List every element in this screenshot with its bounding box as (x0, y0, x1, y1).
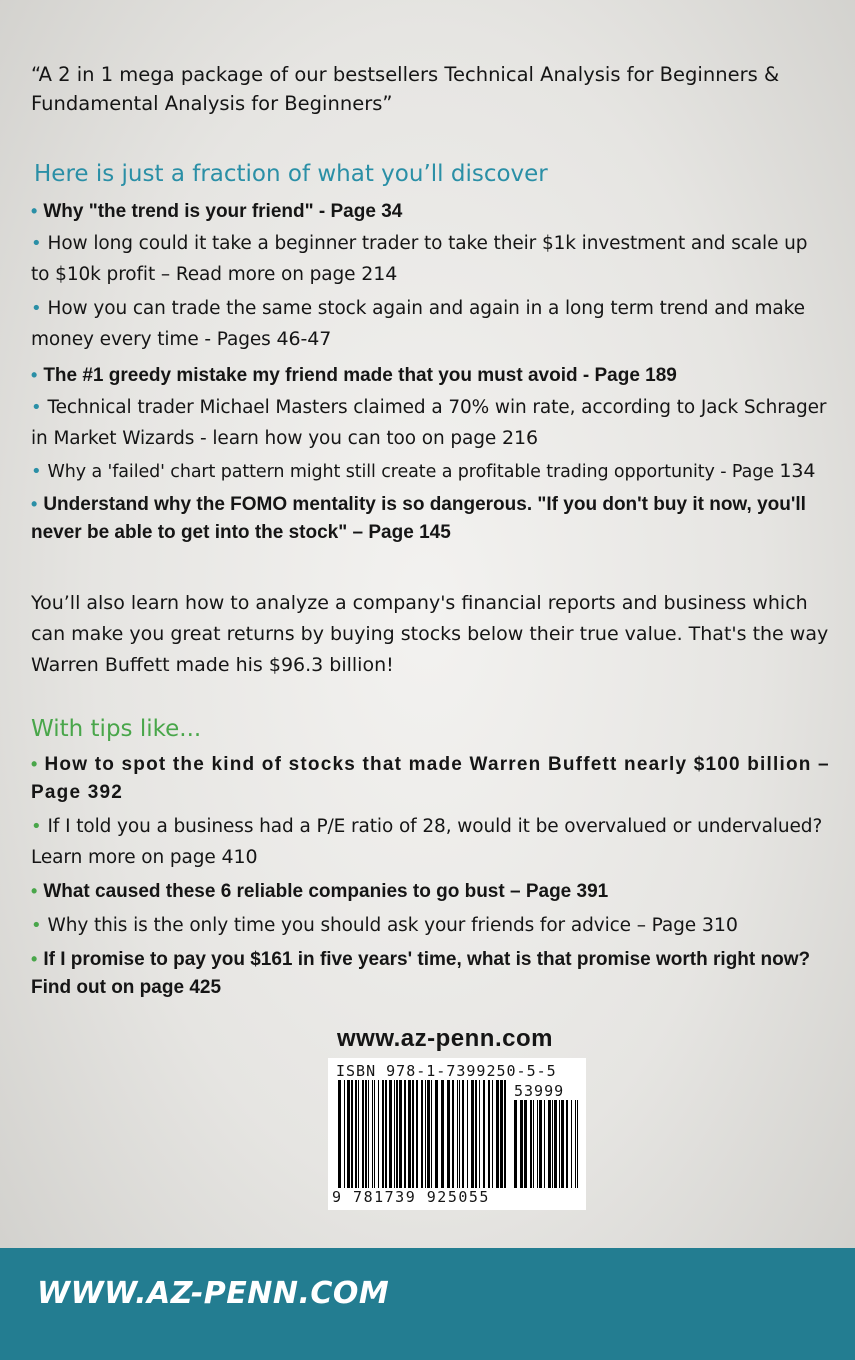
tips-bullet-list (31, 750, 831, 1002)
list-item (31, 750, 831, 807)
list-item (31, 361, 831, 390)
item-text: What caused these 6 reliable companies to go bust – Page (43, 881, 577, 902)
list-item (31, 228, 831, 290)
price-bars (514, 1100, 578, 1188)
price-code: 53999 (514, 1082, 565, 1100)
website-url: www.az-penn.com (337, 1025, 553, 1052)
list-item (31, 490, 831, 547)
footer-url: WWW.AZ-PENN.COM (37, 1276, 390, 1311)
bullet-icon: • (31, 365, 38, 385)
technical-section-heading: Here is just a fraction of what you’ll discover (34, 161, 548, 187)
item-text: How long could it take a beginner trader to take their $1k investment and scale up to $10k profit – Read more on page (31, 233, 808, 285)
list-item (31, 877, 831, 906)
tips-section-heading: With tips like... (31, 716, 202, 742)
item-text: If I promise to pay you $161 in five years' time, what is that promise worth right now? Find out on page (31, 949, 811, 998)
list-item (31, 197, 831, 226)
technical-bullet-list (31, 197, 831, 547)
list-item (31, 910, 831, 941)
bullet-icon: • (31, 494, 38, 514)
bullet-icon: • (31, 233, 42, 254)
bullet-icon: • (31, 461, 42, 482)
item-text: Why this is the only time you should ask your friends for advice – Page (47, 915, 702, 936)
page-number: 134 (779, 460, 816, 482)
isbn-barcode (328, 1058, 586, 1210)
page-number: 425 (189, 977, 222, 998)
list-item (31, 392, 831, 454)
bullet-icon: • (31, 816, 42, 837)
item-text: Technical trader Michael Masters claimed a 70% win rate, according to Jack Schrager in Market Wizards - learn how you can too on page (31, 397, 827, 449)
bullet-icon: • (31, 949, 38, 969)
bullet-icon: • (31, 754, 39, 774)
item-text: Why "the trend is your friend" - Page (43, 201, 382, 222)
ean-bars (338, 1080, 506, 1188)
bullet-icon: • (31, 881, 38, 901)
item-text: Why a 'failed' chart pattern might still create a profitable trading opportunity - Page (47, 462, 780, 482)
page-number: 46-47 (276, 328, 332, 350)
bullet-icon: • (31, 915, 42, 936)
page-number: 216 (501, 427, 538, 449)
isbn-label: ISBN 978-1-7399250-5-5 (336, 1062, 557, 1080)
item-text: If I told you a business had a P/E ratio of 28, would it be overvalued or undervalued? Learn more on page (31, 816, 823, 868)
item-text: How to spot the kind of stocks that made Warren Buffett nearly $100 billion – Page (31, 754, 830, 803)
bullet-icon: • (31, 397, 42, 418)
intro-quote: “A 2 in 1 mega package of our bestsellers Technical Analysis for Beginners & Fundamental Analysis for Beginners” (31, 63, 780, 115)
page-number: 214 (361, 263, 398, 285)
bullet-icon: • (31, 298, 42, 319)
list-item (31, 456, 831, 488)
list-item (31, 945, 831, 1002)
page-number: 410 (221, 846, 258, 868)
page-number: 189 (645, 365, 677, 386)
list-item (31, 811, 831, 873)
item-text: How you can trade the same stock again and again in a long term trend and make money every time - Pages (31, 298, 805, 350)
page-number: 392 (87, 782, 124, 803)
item-text: The #1 greedy mistake my friend made that you must avoid - Page (43, 365, 646, 386)
page-number: 391 (576, 881, 609, 902)
footer-band (0, 1248, 855, 1360)
page-number: 145 (419, 522, 451, 543)
bullet-icon: • (31, 201, 38, 221)
list-item (31, 293, 831, 355)
page-number: 310 (701, 914, 738, 936)
ean-digits: 9 781739 925055 (332, 1188, 490, 1206)
fundamental-paragraph: You’ll also learn how to analyze a company's financial reports and business which can make you great returns by buying stocks below their true value. That's the way Warren Buffett made his $96.3 billion! (31, 592, 829, 676)
item-text: Understand why the FOMO mentality is so dangerous. "If you don't buy it now, you'll never be able to get into the stock" – Page (31, 494, 806, 543)
page-number: 34 (381, 201, 403, 222)
